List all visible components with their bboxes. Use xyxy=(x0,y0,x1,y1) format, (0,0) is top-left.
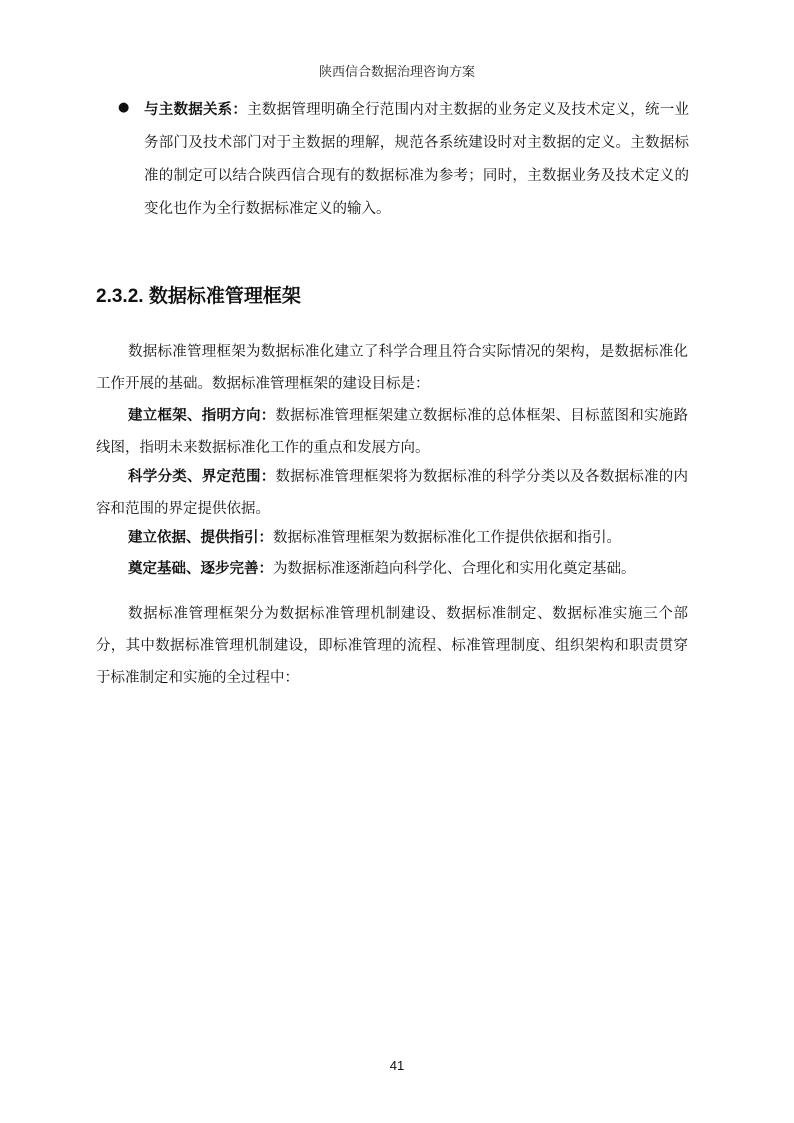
goal-text: 数据标准管理框架为数据标准化工作提供依据和指引。 xyxy=(273,530,621,546)
goal-text: 数据标准管理框架将为数据标准的科学分类以及各数据标准的内容和范围的界定提供依据。 xyxy=(96,469,689,517)
goal-item xyxy=(96,400,688,464)
goal-term: 建立框架、指明方向： xyxy=(128,408,276,424)
bullet-dot-icon: ● xyxy=(118,100,130,115)
bullet-text xyxy=(144,94,689,226)
closing-paragraph: 数据标准管理框架分为数据标准管理机制建设、数据标准制定、数据标准实施三个部分，其中数据标准管理机制建设，即标准管理的流程、标准管理制度、组织架构和职责贯穿于标准制定和实施的全过程中： xyxy=(96,606,688,686)
page-number: 41 xyxy=(389,1058,405,1073)
bullet-term: 与主数据关系： xyxy=(144,102,248,118)
goal-item xyxy=(96,522,688,554)
goal-term: 奠定基础、逐步完善： xyxy=(128,561,273,577)
goal-item xyxy=(96,461,688,525)
goal-term: 建立依据、提供指引： xyxy=(128,530,273,546)
goal-item xyxy=(96,553,688,585)
goal-text: 为数据标准逐渐趋向科学化、合理化和实用化奠定基础。 xyxy=(273,561,636,577)
goal-text: 数据标准管理框架建立数据标准的总体框架、目标蓝图和实施路线图，指明未来数据标准化工作的重点和发展方向。 xyxy=(96,408,689,456)
goal-term: 科学分类、界定范围： xyxy=(128,469,276,485)
bullet-body: 主数据管理明确全行范围内对主数据的业务定义及技术定义，统一业务部门及技术部门对于主数据的理解，规范各系统建设时对主数据的定义。主数据标准的制定可以结合陕西信合现有的数据标准为参考；同时，主数据业务及技术定义的变化也作为全行数据标准定义的输入。 xyxy=(144,102,690,217)
intro-paragraph: 数据标准管理框架为数据标准化建立了科学合理且符合实际情况的架构，是数据标准化工作开展的基础。数据标准管理框架的建设目标是： xyxy=(96,344,688,392)
section-heading: 2.3.2. 数据标准管理框架 xyxy=(96,286,301,307)
page-header: 陕西信合数据治理咨询方案 xyxy=(318,65,475,80)
